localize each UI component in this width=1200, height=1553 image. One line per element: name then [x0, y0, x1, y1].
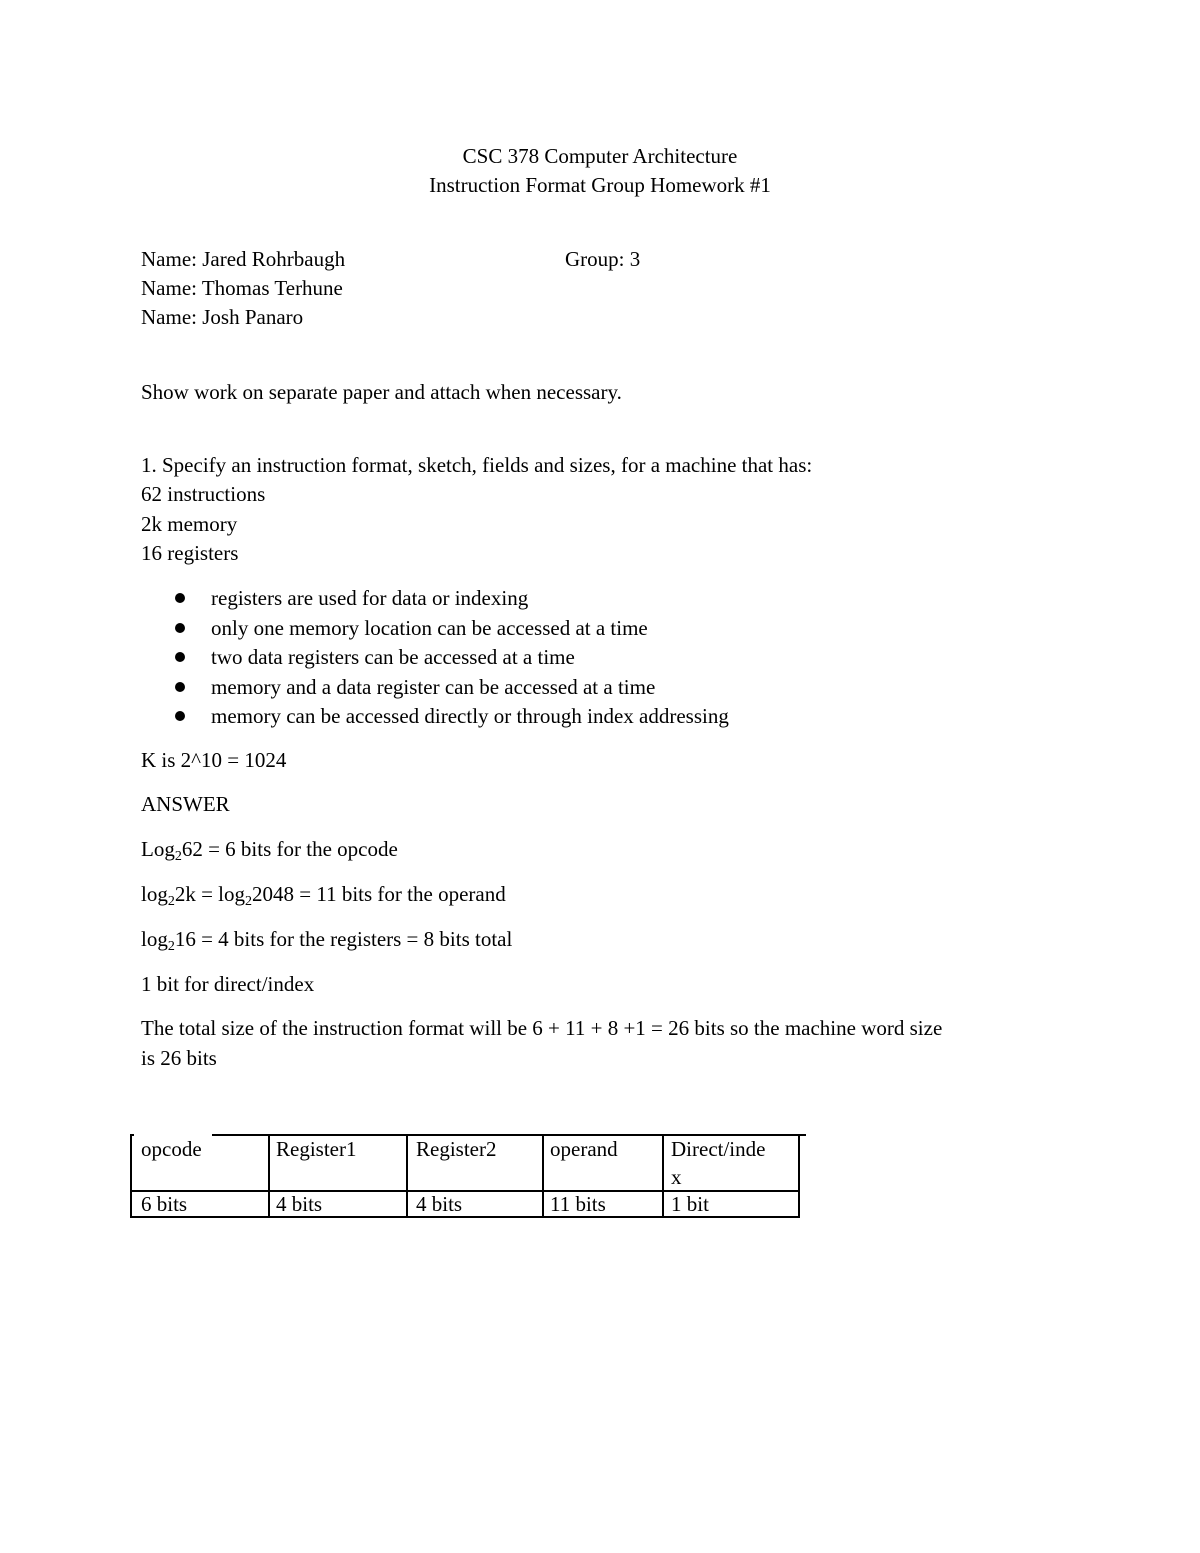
- field-size-register2: 4 bits: [416, 1192, 463, 1216]
- diagram-rule: [542, 1134, 544, 1218]
- diagram-rule: [662, 1134, 664, 1218]
- member-value: Josh Panaro: [202, 305, 304, 329]
- total-size-line-2: is 26 bits: [141, 1046, 217, 1070]
- bullet-icon: [175, 623, 185, 633]
- member-name-1: [141, 247, 345, 271]
- field-name-register1: Register1: [276, 1137, 357, 1161]
- member-label: Name:: [141, 247, 197, 271]
- assignment-title: Instruction Format Group Homework #1: [429, 173, 771, 197]
- field-name-direct-index-wrap: x: [671, 1165, 682, 1189]
- spec-instructions: 62 instructions: [141, 482, 266, 506]
- list-item: two data registers can be accessed at a time: [172, 645, 729, 675]
- field-size-operand: 11 bits: [550, 1192, 606, 1216]
- member-label: Name:: [141, 305, 197, 329]
- field-size-register1: 4 bits: [276, 1192, 323, 1216]
- list-item: memory and a data register can be accessed at a time: [172, 675, 729, 705]
- register-calculation: $\log_216 = 4$ bits for the registers = 8 bits total: [141, 927, 513, 954]
- document-title: CSC 378 Computer Architecture: [462, 144, 738, 168]
- member-value: Thomas Terhune: [201, 276, 343, 300]
- member-value: Jared Rohrbaugh: [202, 247, 346, 271]
- opcode-calculation: Log$_2$62 = 6 bits for the opcode: [141, 837, 398, 864]
- diagram-rule: [268, 1134, 270, 1218]
- diagram-rule: [130, 1216, 800, 1218]
- diagram-rule: [130, 1134, 132, 1218]
- field-size-direct-index: 1 bit: [671, 1192, 709, 1216]
- k-definition: K is 2^10 = 1024: [141, 748, 287, 772]
- bullet-icon: [175, 682, 185, 692]
- bullet-icon: [175, 711, 185, 721]
- diagram-rule: [798, 1134, 800, 1218]
- question-prompt: 1. Specify an instruction format, sketch, fields and sizes, for a machine that has:: [141, 453, 813, 477]
- field-name-direct-index: Direct/inde: [671, 1137, 766, 1161]
- spec-memory: 2k memory: [141, 512, 238, 536]
- member-name-2: [141, 276, 343, 300]
- list-item: only one memory location can be accessed at a time: [172, 616, 729, 646]
- instructions-note: Show work on separate paper and attach when necessary.: [141, 380, 622, 404]
- answer-heading: ANSWER: [141, 792, 230, 816]
- member-name-3: [141, 305, 303, 329]
- diagram-rule: [406, 1134, 408, 1218]
- direct-index-bit: 1 bit for direct/index: [141, 972, 315, 996]
- list-item: memory can be accessed directly or through index addressing: [172, 704, 729, 734]
- group-label: Group:: [565, 247, 625, 271]
- member-label: Name:: [141, 276, 197, 300]
- list-item: registers are used for data or indexing: [172, 586, 729, 616]
- field-name-operand: operand: [550, 1137, 618, 1161]
- bullet-icon: [175, 593, 185, 603]
- field-name-opcode: opcode: [141, 1137, 202, 1161]
- bullet-icon: [175, 652, 185, 662]
- operand-calculation: $\log_22k = \log_22048 = 11$ bits for the operand: [141, 882, 506, 909]
- requirements-list: [172, 586, 729, 734]
- field-size-opcode: 6 bits: [141, 1192, 188, 1216]
- group-value: 3: [629, 247, 641, 271]
- spec-registers: 16 registers: [141, 541, 239, 565]
- group-number: [565, 247, 640, 271]
- field-name-register2: Register2: [416, 1137, 497, 1161]
- diagram-rule: [212, 1134, 806, 1136]
- total-size-line-1: The total size of the instruction format will be 6 + 11 + 8 +1 = 26 bits so the machine word size: [141, 1016, 943, 1040]
